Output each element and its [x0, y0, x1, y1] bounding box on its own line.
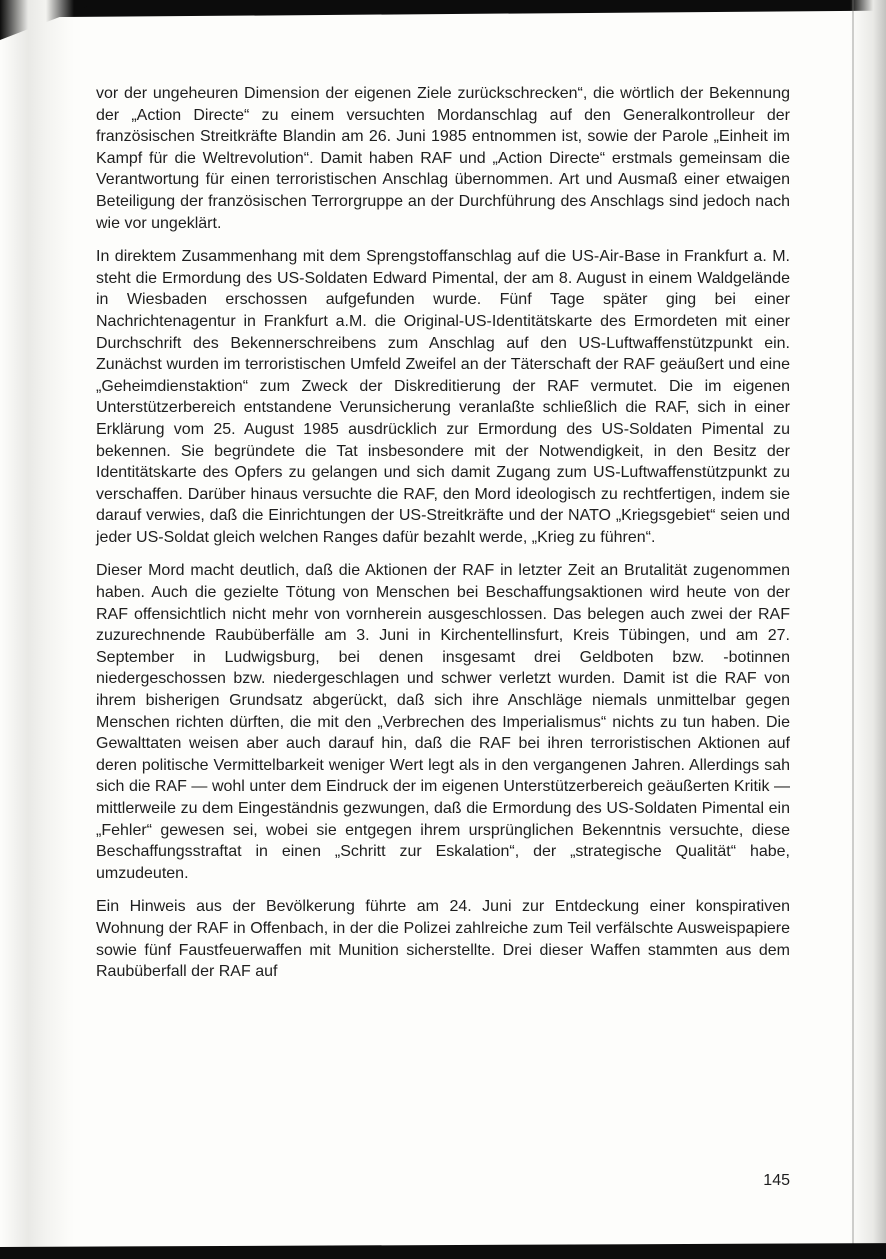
page-edge-line [852, 0, 854, 1259]
page-number: 145 [763, 1172, 790, 1189]
paragraph: Ein Hinweis aus der Bevölkerung führte am 24. Juni zur Entdeckung einer konspirativen Wohnung der RAF in Offenbach, in der die Polizei zahlreiche zum Teil verfälschte Ausweispapiere sowie fünf Faustfeuerwaffen mit Munition sicherstellte. Drei dieser Waffen stammten aus dem Raubüberfall der RAF auf [96, 898, 790, 981]
scan-top-edge [0, 0, 886, 18]
paragraph: Dieser Mord macht deutlich, daß die Aktionen der RAF in letzter Zeit an Brutalität zugenommen haben. Auch die gezielte Tötung von Menschen bei Beschaffungsaktionen wird heute von der RAF offensichtlich nicht mehr von vornherein ausgeschlossen. Das belegen auch zwei der RAF zuzurechnende Raubüberfälle am 3. Juni in Kirchentellinsfurt, Kreis Tübingen, und am 27. September in Ludwigsburg, bei denen insgesamt drei Geldboten bzw. -botinnen niedergeschossen bzw. niedergeschlagen und schwer verletzt wurden. Damit ist die RAF von ihrem bisherigen Grundsatz abgerückt, daß sich ihre Anschläge niemals unmittelbar gegen Menschen richten dürften, die mit den „Verbrechen des Imperialismus“ nichts zu tun haben. Die Gewalttaten weisen aber auch darauf hin, daß die RAF bei ihren terroristischen Aktionen auf deren politische Vermittelbarkeit weniger Wert legt als in den vergangenen Jahren. Allerdings sah sich die RAF — wohl unter dem Eindruck der im eigenen Unterstützerbereich geäußerten Kritik — mittlerweile zu dem Eingeständnis gezwungen, daß die Ermordung des US-Soldaten Pimental ein „Fehler“ gewesen sei, wobei sie entgegen ihrem ursprünglichen Bekenntnis versuchte, diese Beschaffungsstraftat in einen „Schritt zur Eskalation“, der „strategische Qualität“ habe, umzudeuten. [96, 562, 790, 882]
paragraph: In direktem Zusammenhang mit dem Sprengstoffanschlag auf die US-Air-Base in Frankfurt a. M. steht die Ermordung des US-Soldaten Edward Pimental, der am 8. August in einem Waldgelände in Wiesbaden erschossen aufgefunden wurde. Fünf Tage später ging bei einer Nachrichtenagentur in Frankfurt a.M. die Original-US-Identitätskarte des Ermordeten mit einer Durchschrift des Bekennerschreibens zum Anschlag auf den US-Luftwaffenstützpunkt ein. Zunächst wurden im terroristischen Umfeld Zweifel an der Täterschaft der RAF geäußert und eine „Geheimdienstaktion“ zum Zweck der Diskreditierung der RAF vermutet. Die im eigenen Unterstützerbereich entstandene Verunsicherung veranlaßte schließlich die RAF, sich in einer Erklärung vom 25. August 1985 ausdrücklich zur Ermordung des US-Soldaten Pimental zu bekennen. Sie begründete die Tat insbesondere mit der Notwendigkeit, in den Besitz der Identitätskarte des Opfers zu gelangen und sich damit Zugang zum US-Luftwaffenstützpunkt zu verschaffen. Darüber hinaus versuchte die RAF, den Mord ideologisch zu rechtfertigen, indem sie darauf verwies, daß die Einrichtungen der US-Streitkräfte und der NATO „Kriegsgebiet“ seien und jeder US-Soldat gleich welchen Ranges dafür bezahlt werde, „Krieg zu führen“. [96, 248, 790, 546]
scan-corner-shadow [0, 6, 88, 40]
page-text-block [96, 83, 790, 995]
page-gutter-shadow [0, 0, 74, 1259]
paragraph: vor der ungeheuren Dimension der eigenen Ziele zurückschrecken“, die wörtlich der Bekennung der „Action Directe“ zu einem versuchten Mordanschlag auf den Generalkontrolleur der französischen Streitkräfte Blandin am 26. Juni 1985 entnommen ist, sowie der Parole „Einheit im Kampf für die Weltrevolution“. Damit haben RAF und „Action Directe“ erstmals gemeinsam die Verantwortung für einen terroristischen Anschlag übernommen. Art und Ausmaß einer etwaigen Beteiligung der französischen Terrorgruppe an der Durchführung des Anschlags sind jedoch nach wie vor ungeklärt. [96, 85, 790, 232]
page-edge-shadow [840, 0, 886, 1259]
scan-bottom-edge [0, 1243, 886, 1259]
